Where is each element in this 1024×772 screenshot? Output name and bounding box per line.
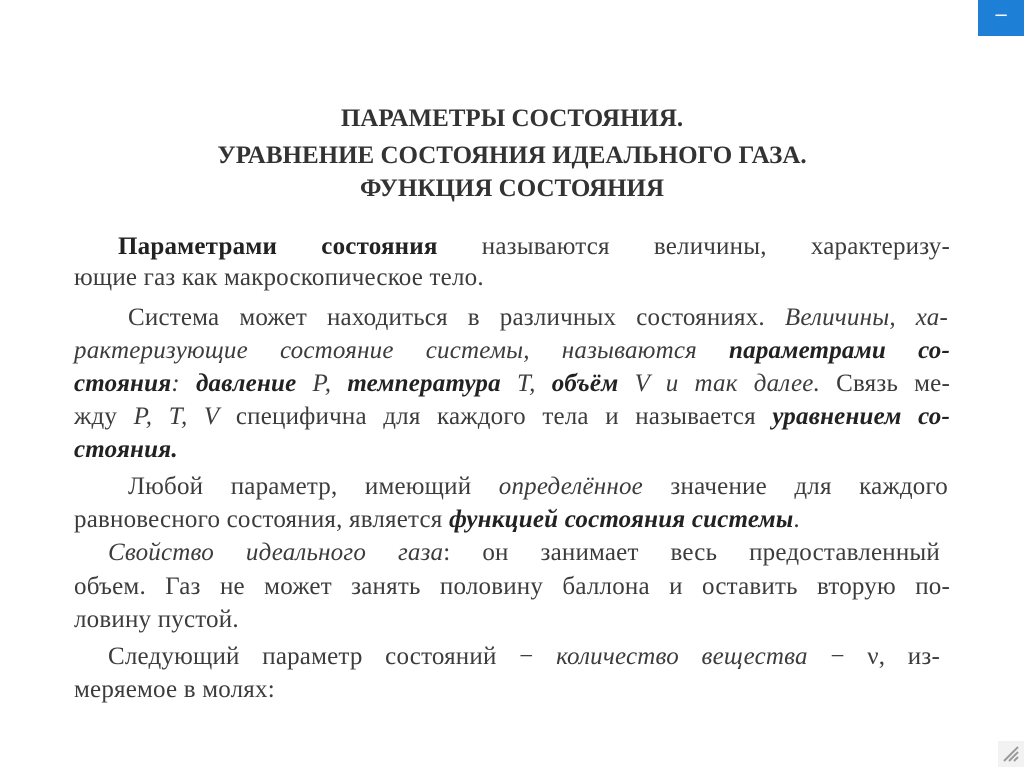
term-state-parameters: Параметрами состояния [118, 233, 438, 260]
p4-line-3: ловину пустой. [74, 606, 239, 633]
text-span: рактеризующие состояние системы, называются [74, 337, 730, 364]
p4-line-1 [108, 538, 940, 568]
text-span: V и так далее. [634, 370, 821, 397]
text-span: равновесного состояния, является [74, 506, 449, 533]
p4-line-2: объем. Газ не может занять половину баллона и оставить вторую по- [74, 573, 950, 600]
text-span: специфична для каждого тела и называется [219, 403, 773, 430]
text-span: : [171, 370, 196, 397]
p2-line-5 [74, 435, 950, 465]
p1-line-2: ющие газ как макроскопическое тело. [74, 264, 484, 291]
text-span: P, [312, 370, 348, 397]
p2-line-2 [74, 336, 950, 366]
text-span: Свойство идеального газа [108, 539, 444, 566]
text-span: называются величины, характеризу- [437, 233, 950, 260]
text-span: значение для каждого [642, 473, 948, 500]
text-span: Величины, ха- [784, 304, 948, 331]
text-span: уравнением со- [772, 403, 950, 430]
text-span: P, T, V [133, 403, 220, 430]
resize-corner-icon[interactable] [998, 741, 1024, 767]
p2-line-3 [74, 369, 950, 399]
text-span: − ν, из- [807, 643, 940, 670]
p5-line-1 [108, 642, 940, 672]
text-span: параметрами со- [729, 337, 950, 364]
minimize-icon: − [993, 5, 1009, 26]
text-span: жду [74, 403, 134, 430]
minimize-button[interactable] [978, 0, 1024, 36]
text-span: стояния [74, 370, 172, 397]
heading-line-2: УРАВНЕНИЕ СОСТОЯНИЯ ИДЕАЛЬНОГО ГАЗА. [217, 142, 807, 169]
p5-line-2: меряемое в молях: [74, 676, 275, 703]
text-span: . [793, 506, 800, 533]
text-span: Система может находиться в различных состояниях. [128, 304, 785, 331]
text-span: T, [516, 370, 552, 397]
p3-line-2 [74, 505, 950, 535]
p1-line-1 [118, 232, 950, 262]
text-span: температура [347, 370, 517, 397]
text-span: давление [195, 370, 313, 397]
p2-line-4 [74, 402, 950, 432]
text-span: определённое [498, 473, 643, 500]
text-span: функцией состояния системы [448, 506, 794, 533]
p3-line-1 [128, 472, 948, 502]
heading-line-1: ПАРАМЕТРЫ СОСТОЯНИЯ. [340, 105, 684, 132]
text-span: стояния. [74, 436, 178, 463]
heading-line-3: ФУНКЦИЯ СОСТОЯНИЯ [359, 175, 665, 202]
text-span: объём [551, 370, 635, 397]
text-span: : он занимает весь предоставленный [443, 539, 940, 566]
text-span: количество вещества [556, 643, 808, 670]
text-span: Любой параметр, имеющий [128, 473, 499, 500]
p2-line-1 [128, 303, 948, 333]
text-span: Связь ме- [820, 370, 950, 397]
text-span: Следующий параметр состояний − [108, 643, 557, 670]
